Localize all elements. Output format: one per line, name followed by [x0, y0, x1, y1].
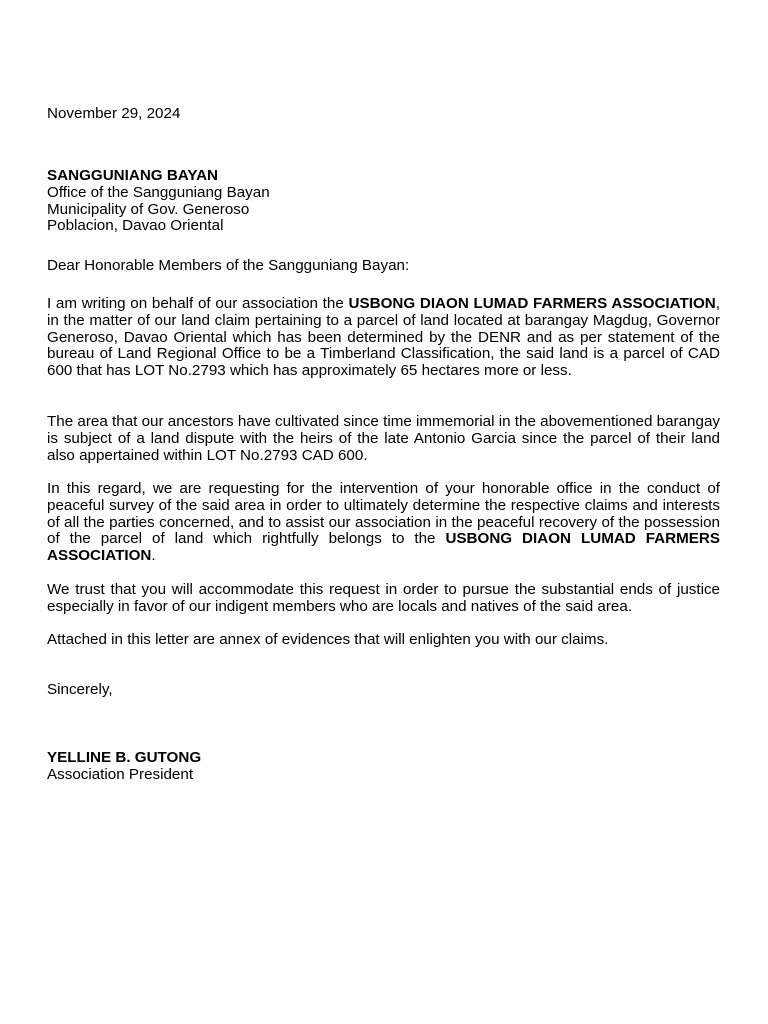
signatory-title: Association President: [47, 765, 194, 783]
recipient-line-2: Municipality of Gov. Generoso: [47, 200, 250, 218]
recipient-address: [47, 168, 720, 235]
paragraph-1: I am writing on behalf of our association the USBONG DIAON LUMAD FARMERS ASSOCIATION, in the matter of our land claim pertaining to a parcel of land located at barangay Magdug, Governor Generoso, Davao Oriental which has been determined by the DENR and as per statement of the bureau of Land Regional Office to be a Timberland Classification, the said land is a parcel of CAD 600 that has LOT No.2793 which has approximately 65 hectares more or less.: [47, 295, 721, 380]
paragraph-2: The area that our ancestors have cultivated since time immemorial in the abovementioned barangay is subject of a land dispute with the heirs of the late Antonio Garcia since the parcel of their land also appertained within LOT No.2793 CAD 600.: [47, 413, 720, 464]
salutation: Dear Honorable Members of the Sangguniang Bayan:: [47, 257, 410, 274]
recipient-line-1: Office of the Sangguniang Bayan: [47, 183, 270, 201]
org-name-bold: USBONG DIAON LUMAD FARMERS ASSOCIATION: [348, 295, 716, 312]
paragraph-3: In this regard, we are requesting for the intervention of your honorable office in the conduct of peaceful survey of the said area in order to ultimately determine the respective claims and interests of all the parties concerned, and to assist our association in the peaceful recovery of the possession of the parcel of land which rightfully belongs to the USBONG DIAON LUMAD FARMERS ASSOCIATION.: [47, 480, 720, 565]
paragraph-4: We trust that you will accommodate this request in order to pursue the substantial ends of justice especially in favor of our indigent members who are locals and natives of the said area.: [47, 581, 720, 615]
signature-block: [47, 750, 720, 784]
recipient-line-3: Poblacion, Davao Oriental: [47, 217, 224, 235]
paragraph-5: Attached in this letter are annex of evidences that will enlighten you with our claims.: [47, 631, 609, 648]
signatory-name: YELLINE B. GUTONG: [47, 749, 202, 766]
letter-date: November 29, 2024: [47, 105, 181, 122]
closing: Sincerely,: [47, 681, 113, 698]
recipient-name: SANGGUNIANG BAYAN: [47, 167, 219, 184]
org-name-bold: USBONG DIAON LUMAD FARMERS ASSOCIATION: [47, 530, 720, 565]
